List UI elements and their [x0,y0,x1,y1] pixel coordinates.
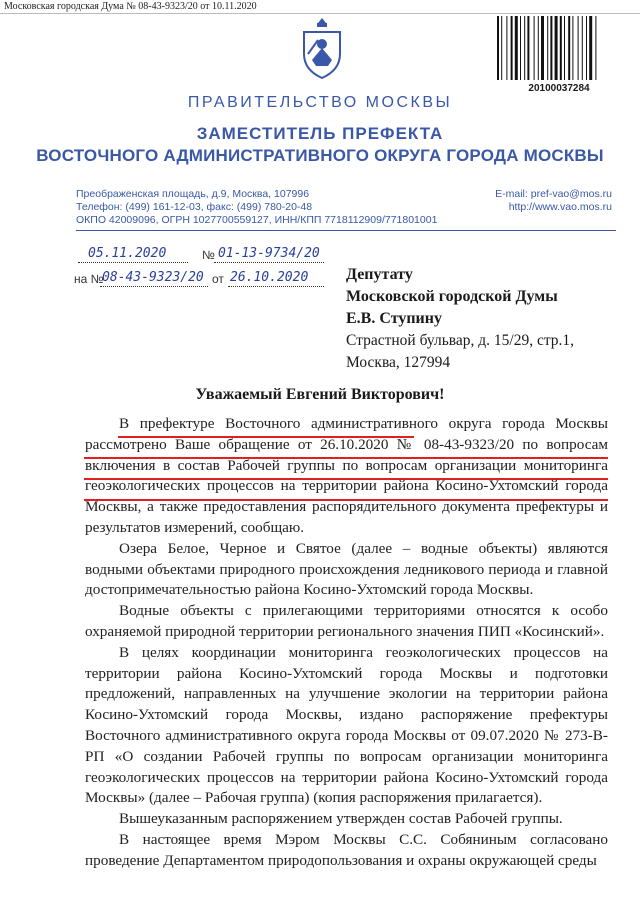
position-title: ЗАМЕСТИТЕЛЬ ПРЕФЕКТА [196,124,444,143]
moscow-coat-of-arms-icon [300,14,344,84]
email-line: E-mail: pref-vao@mos.ru [495,188,612,200]
contacts-right [440,188,612,214]
phone-line: Телефон: (499) 161-12-03, факс: (499) 780-20-48 [76,201,313,213]
barcode-icon [493,14,625,82]
document-topline: Московская городская Дума № 08-43-9323/20 от 10.11.2020 [0,0,640,14]
registration-block [74,246,328,286]
outgoing-number-prefix: № [202,248,215,262]
addressee-name: Е.В. Ступину [346,310,442,327]
website-line: http://www.vao.mos.ru [508,201,612,213]
outgoing-date: 05.11.2020 [88,246,167,261]
body-paragraph-1: В префектуре Восточного административного округа города Москвы рассмотрено Ваше обращение от 26.10.2020 № 08-43-9323/20 по вопросам включения в состав Рабочей группы по вопросам организации мониторинга геоэкологических процессов на территории района Косино-Ухтомский города Москвы, а также предоставления распорядительного документа префектуры и результатов измерений, сообщаю. [85,415,608,536]
body-paragraph-5: Вышеуказанным распоряжением утвержден состав Рабочей группы. [119,810,563,828]
contacts-left [76,188,456,227]
letter-body [85,414,608,872]
salutation: Уважаемый Евгений Викторович! [195,386,445,403]
barcode-number: 20100037284 [528,83,590,94]
body-paragraph-2: Озера Белое, Черное и Святое (далее – водные объекты) являются водными объектами природного происхождения ледникового периода и главной достопримечательностью района Косино-Ухтомский города Москвы. [85,539,608,599]
addressee-block [346,264,626,374]
reply-to-date: 26.10.2020 [230,270,309,285]
reply-to-number: 08-43-9323/20 [102,270,204,285]
addressee-street: Страстной бульвар, д. 15/29, стр.1, [346,332,575,349]
reply-to-prefix: на № [74,272,104,286]
outgoing-number: 01-13-9734/20 [218,246,320,261]
codes-line: ОКПО 42009096, ОГРН 1027700559127, ИНН/КПП 7718112909/771801001 [76,214,438,226]
government-title: ПРАВИТЕЛЬСТВО МОСКВЫ [187,94,453,111]
body-paragraph-3: Водные объекты с прилегающими территориями относятся к особо охраняемой природной территории регионального значения ПИП «Косинский». [85,602,608,640]
district-title: ВОСТОЧНОГО АДМИНИСТРАТИВНОГО ОКРУГА ГОРОДА МОСКВЫ [36,146,604,165]
letterhead-divider [76,230,616,231]
addressee-city: Москва, 127994 [346,354,451,371]
addressee-organization: Московской городской Думы [346,288,558,305]
reply-to-date-prefix: от [212,272,224,286]
address-line: Преображенская площадь, д.9, Москва, 107996 [76,188,310,200]
body-paragraph-4: В целях координации мониторинга геоэкологических процессов на территории района Косино-Ухтомский города Москвы и подготовки предложений, направленных на улучшение экологии на территории района Косино-Ухтомский города Москвы, издано распоряжение префектуры Восточного административного округа города Москвы от 09.07.2020 № 273-В-РП «О создании Рабочей группы по вопросам организации мониторинга геоэкологических процессов на территории района Косино-Ухтомский города Москвы» (далее – Рабочая группа) (копия распоряжения прилагается). [85,643,608,807]
body-paragraph-6: В настоящее время Мэром Москвы С.С. Собяниным согласовано проведение Департаментом природопользования и охраны окружающей среды [85,830,608,869]
addressee-title: Депутату [346,266,413,283]
